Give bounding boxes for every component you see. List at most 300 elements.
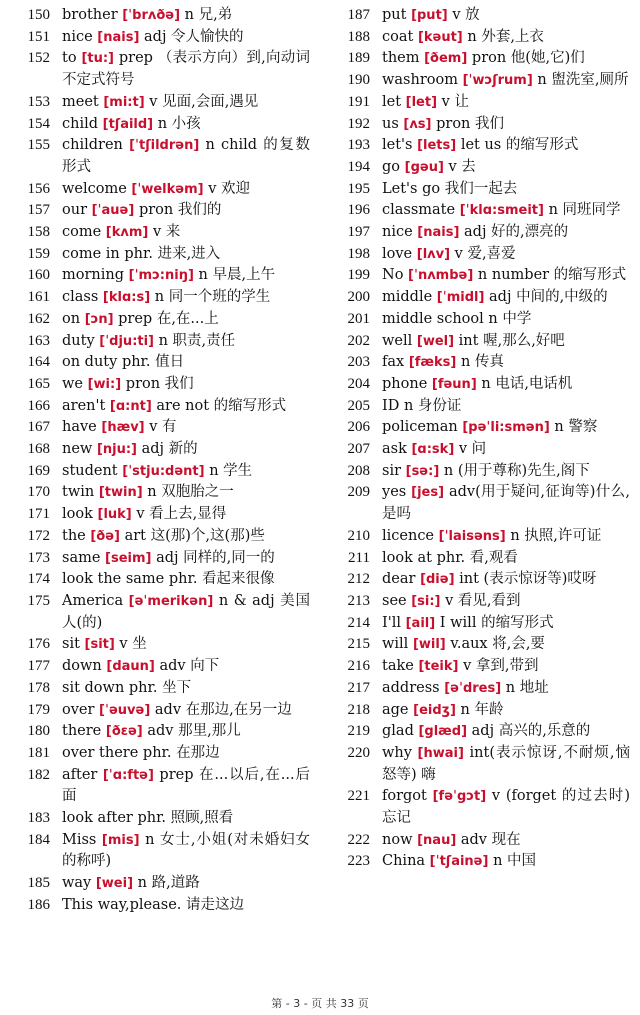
entry-number: 194 <box>347 158 370 175</box>
vocab-entry <box>0 265 320 287</box>
vocab-entry <box>0 634 320 656</box>
entry-definition: pron 我们 <box>125 375 194 392</box>
entry-text <box>62 244 320 266</box>
entry-word: after <box>62 766 98 783</box>
entry-definition: int (表示惊讶等)哎呀 <box>459 571 597 588</box>
entry-word: us <box>382 115 399 132</box>
vocab-entry <box>320 92 640 114</box>
entry-phonetic: [wil] <box>412 637 446 653</box>
entry-word: love <box>382 245 413 262</box>
entry-number: 215 <box>347 636 370 653</box>
entry-text <box>382 200 640 222</box>
vocab-entry <box>0 439 320 461</box>
entry-definition: prep 在...以后,在...后面 <box>62 766 310 805</box>
entry-definition: v (forget 的过去时)忘记 <box>382 788 631 827</box>
entry-text <box>62 591 320 634</box>
entry-number: 195 <box>347 180 370 197</box>
entry-word: brother <box>62 7 118 23</box>
entry-text <box>382 396 640 418</box>
entry-text <box>382 157 640 179</box>
entry-text <box>62 656 320 678</box>
entry-definition: prep （表示方向）到,向动词不定式符号 <box>62 50 311 89</box>
entry-word: child <box>62 115 99 132</box>
entry-phonetic: [wel] <box>416 333 455 349</box>
entry-number: 159 <box>27 245 50 262</box>
entry-word: let's <box>382 137 413 154</box>
entry-number: 213 <box>347 592 370 609</box>
entry-text <box>382 591 640 613</box>
vocab-entry <box>320 48 640 70</box>
vocab-entry <box>0 548 320 570</box>
entry-number: 172 <box>27 527 50 544</box>
entry-number: 210 <box>347 527 370 544</box>
entry-phonetic: [ˈlaisəns] <box>438 528 506 544</box>
entry-text <box>62 461 320 483</box>
entry-word: why <box>382 744 412 761</box>
vocab-entry <box>320 417 640 439</box>
entry-word: same <box>62 549 101 566</box>
entry-number: 193 <box>347 137 370 154</box>
vocab-entry <box>0 808 320 830</box>
entry-definition: adj 好的,漂亮的 <box>464 224 569 241</box>
entry-definition: n 同班同学 <box>548 202 621 219</box>
entry-text <box>62 634 320 656</box>
entry-word: come in <box>62 245 120 262</box>
entry-text <box>382 461 640 483</box>
entry-definition: n 小孩 <box>157 115 201 132</box>
entry-number: 166 <box>27 397 50 414</box>
entry-definition: adj 中间的,中级的 <box>489 289 608 306</box>
vocab-entry <box>320 678 640 700</box>
entry-phonetic: [mis] <box>101 832 140 848</box>
right-column <box>320 5 640 873</box>
entry-number: 201 <box>347 310 370 327</box>
entry-definition: phr. 坐下 <box>128 679 192 696</box>
entry-phonetic: [ˈnʌmbə] <box>408 268 474 284</box>
entry-definition: phr. 进来,进入 <box>124 245 221 262</box>
entry-number: 202 <box>347 332 370 349</box>
entry-definition: n 路,道路 <box>137 875 200 892</box>
entry-text <box>382 244 640 266</box>
entry-number: 216 <box>347 658 370 675</box>
entry-phonetic: [ˈklɑ:smeit] <box>459 203 544 219</box>
vocab-entry <box>320 634 640 656</box>
entry-definition: adv 在那边,在另一边 <box>154 701 292 718</box>
entry-text <box>62 179 320 201</box>
entry-definition: adj 新的 <box>141 441 198 458</box>
entry-number: 165 <box>27 375 50 392</box>
entry-text <box>382 48 640 70</box>
entry-text <box>382 374 640 396</box>
entry-number: 157 <box>27 202 50 219</box>
entry-text <box>62 808 320 830</box>
entry-word: morning <box>62 267 125 284</box>
entry-phonetic: [ˈɑ:ftə] <box>102 767 154 783</box>
entry-word: to <box>62 50 77 67</box>
entry-definition: n 执照,许可证 <box>510 527 602 544</box>
entry-number: 188 <box>347 28 370 45</box>
entry-word: Let's go <box>382 180 441 197</box>
entry-text <box>382 613 640 635</box>
entry-definition: v 欢迎 <box>208 180 250 197</box>
entry-number: 163 <box>27 332 50 349</box>
entry-definition: pron 我们 <box>436 115 505 132</box>
entry-word: No <box>382 267 404 284</box>
entry-text <box>382 656 640 678</box>
entry-word: duty <box>62 332 95 349</box>
vocab-entry <box>0 287 320 309</box>
entry-phonetic: [ail] <box>405 615 436 631</box>
entry-phonetic: [tu:] <box>81 51 114 67</box>
entry-definition: v 去 <box>448 158 476 175</box>
entry-text <box>382 700 640 722</box>
vocab-entry <box>320 114 640 136</box>
entry-word: This way,please. <box>62 896 182 913</box>
vocab-entry <box>0 591 320 634</box>
entry-phonetic: [hwai] <box>417 745 464 761</box>
entry-text <box>382 135 640 157</box>
vocab-entry <box>320 461 640 483</box>
entry-number: 183 <box>27 810 50 827</box>
entry-text <box>62 743 320 765</box>
vocab-entry <box>0 526 320 548</box>
entry-definition: n 中学 <box>488 310 532 327</box>
entry-text <box>62 569 320 591</box>
entry-number: 217 <box>347 679 370 696</box>
entry-text <box>382 5 640 27</box>
entry-text <box>382 721 640 743</box>
entry-definition: adv(用于疑问,征询等)什么,是吗 <box>382 484 631 523</box>
entry-phonetic: [si:] <box>411 593 441 609</box>
entry-phonetic: [kəut] <box>417 29 463 45</box>
entry-word: aren't <box>62 397 106 414</box>
entry-definition: n 外套,上衣 <box>467 28 544 45</box>
vocab-entry <box>320 743 640 786</box>
entry-text <box>382 352 640 374</box>
entry-definition: n 传真 <box>460 354 504 371</box>
entry-definition: n 双胞胎之一 <box>147 484 234 501</box>
entry-text <box>62 765 320 808</box>
vocab-entry <box>0 461 320 483</box>
entry-word: have <box>62 419 97 436</box>
vocab-entry <box>320 309 640 331</box>
entry-number: 156 <box>27 180 50 197</box>
entry-word: look after <box>62 810 133 827</box>
entry-text <box>382 526 640 548</box>
vocab-entry <box>320 548 640 570</box>
entry-number: 187 <box>347 7 370 23</box>
entry-number: 184 <box>27 831 50 848</box>
entry-text <box>62 678 320 700</box>
entry-definition: let us 的缩写形式 <box>460 137 579 154</box>
entry-definition: adj 同样的,同一的 <box>156 549 275 566</box>
entry-number: 175 <box>27 592 50 609</box>
entry-definition: v 放 <box>452 7 480 23</box>
entry-number: 173 <box>27 549 50 566</box>
entry-text <box>382 786 640 829</box>
entry-phonetic: [ˈwɔʃrum] <box>462 73 533 89</box>
entry-word: ID <box>382 397 400 414</box>
entry-number: 206 <box>347 419 370 436</box>
entry-word: licence <box>382 527 435 544</box>
entry-text <box>382 851 640 873</box>
entry-definition: phr. 看起来很像 <box>168 571 275 588</box>
entry-text <box>62 700 320 722</box>
entry-word: new <box>62 441 93 458</box>
entry-phonetic: [ɑ:nt] <box>109 398 152 414</box>
entry-number: 152 <box>27 50 50 67</box>
entry-number: 155 <box>27 137 50 154</box>
entry-definition: n 电话,电话机 <box>481 375 573 392</box>
entry-text <box>62 287 320 309</box>
entry-definition: n child 的复数形式 <box>62 137 311 175</box>
entry-definition: v 让 <box>441 93 469 110</box>
entry-phonetic: [ðem] <box>424 51 468 67</box>
entry-definition: v 爱,喜爱 <box>454 245 516 262</box>
vocab-entry <box>320 396 640 418</box>
vocab-entry <box>0 482 320 504</box>
entry-word: on <box>62 310 81 327</box>
entry-definition: n 早晨,上午 <box>198 267 276 284</box>
entry-word: middle <box>382 289 433 306</box>
entry-number: 161 <box>27 289 50 306</box>
entry-word: age <box>382 701 409 718</box>
vocab-entry <box>0 873 320 895</box>
entry-number: 191 <box>347 93 370 110</box>
entry-phonetic: [mi:t] <box>103 94 145 110</box>
entry-number: 176 <box>27 636 50 653</box>
page-footer: 第 - 3 - 页 共 33 页 <box>271 997 369 1010</box>
entry-number: 205 <box>347 397 370 414</box>
vocab-entry <box>0 765 320 808</box>
entry-text <box>62 265 320 287</box>
entry-word: them <box>382 50 420 67</box>
entry-definition: n 盥洗室,厕所 <box>537 72 629 89</box>
entry-text <box>382 634 640 656</box>
entry-text <box>62 92 320 114</box>
vocab-entry <box>320 851 640 873</box>
entry-definition: phr. 看,观看 <box>436 549 518 566</box>
vocab-entry <box>0 27 320 49</box>
vocab-entry <box>0 417 320 439</box>
entry-word: phone <box>382 375 428 392</box>
entry-text <box>382 678 640 700</box>
vocab-entry <box>0 656 320 678</box>
entry-phonetic: [wei] <box>95 876 134 892</box>
entry-number: 158 <box>27 224 50 241</box>
entry-word: look at <box>382 549 432 566</box>
entry-word: the <box>62 527 86 544</box>
entry-text <box>62 27 320 49</box>
entry-phonetic: [ʌs] <box>403 116 432 132</box>
entry-definition: n 女士,小姐(对未婚妇女的称呼) <box>62 831 311 870</box>
entry-word: address <box>382 679 440 696</box>
entry-word: look <box>62 506 93 523</box>
entry-phonetic: [ˈəuvə] <box>99 702 151 718</box>
entry-number: 179 <box>27 701 50 718</box>
entry-word: sit <box>62 636 80 653</box>
entry-definition: adj 令人愉快的 <box>144 28 244 45</box>
entry-word: student <box>62 462 118 479</box>
vocab-entry <box>0 678 320 700</box>
entry-phonetic: [kʌm] <box>105 225 149 241</box>
entry-number: 212 <box>347 571 370 588</box>
entry-word: take <box>382 658 414 675</box>
entry-text <box>382 179 640 201</box>
entry-number: 186 <box>27 896 50 913</box>
vocab-entry <box>320 5 640 27</box>
entry-text <box>62 895 320 917</box>
vocab-entry <box>0 700 320 722</box>
vocab-entry <box>0 331 320 353</box>
entry-text <box>382 92 640 114</box>
entry-definition: are not 的缩写形式 <box>156 397 287 414</box>
vocab-entry <box>0 179 320 201</box>
entry-word: way <box>62 875 92 892</box>
entry-number: 218 <box>347 701 370 718</box>
entry-number: 203 <box>347 354 370 371</box>
entry-word: sir <box>382 462 402 479</box>
entry-text <box>382 114 640 136</box>
vocab-entry <box>0 743 320 765</box>
entry-text <box>62 504 320 526</box>
vocab-entry <box>320 700 640 722</box>
entry-number: 190 <box>347 72 370 89</box>
vocab-entry <box>0 92 320 114</box>
entry-text <box>62 114 320 136</box>
entry-definition: v 来 <box>152 224 181 241</box>
entry-number: 168 <box>27 441 50 458</box>
entry-text <box>62 873 320 895</box>
entry-phonetic: [lets] <box>417 138 457 154</box>
entry-word: children <box>62 137 123 154</box>
entry-number: 223 <box>347 853 370 870</box>
entry-number: 182 <box>27 766 50 783</box>
entry-number: 222 <box>347 831 370 848</box>
entry-definition: adv 向下 <box>159 658 220 675</box>
entry-phonetic: [pəˈli:smən] <box>462 420 550 436</box>
entry-phonetic: [nau] <box>417 832 457 848</box>
entry-number: 185 <box>27 875 50 892</box>
entry-text <box>382 830 640 852</box>
entry-phonetic: [ɑ:sk] <box>411 442 455 458</box>
entry-word: will <box>382 636 409 653</box>
entry-phonetic: [jes] <box>411 485 445 501</box>
entry-definition: n 地址 <box>505 679 549 696</box>
entry-definition: v 看见,看到 <box>445 592 521 609</box>
entry-word: fax <box>382 354 405 371</box>
entry-number: 164 <box>27 354 50 371</box>
entry-number: 177 <box>27 658 50 675</box>
vocab-entry <box>0 396 320 418</box>
vocab-entry <box>320 613 640 635</box>
entry-phonetic: [lʌv] <box>416 246 451 262</box>
entry-word: China <box>382 853 426 870</box>
entry-text <box>382 265 640 287</box>
vocab-entry <box>320 352 640 374</box>
entry-word: down <box>62 658 102 675</box>
entry-text <box>382 569 640 591</box>
entry-phonetic: [ˈmɔ:niŋ] <box>128 268 194 284</box>
entry-phonetic: [fæks] <box>408 355 457 371</box>
entry-definition: prep 在,在...上 <box>118 310 219 327</box>
entry-definition: pron 他(她,它)们 <box>471 50 585 67</box>
entry-definition: adj 高兴的,乐意的 <box>471 723 591 740</box>
entry-number: 170 <box>27 484 50 501</box>
entry-text <box>382 27 640 49</box>
entry-definition: n 同一个班的学生 <box>154 289 271 306</box>
vocab-entry <box>320 331 640 353</box>
vocab-entry <box>0 114 320 136</box>
entry-word: over <box>62 701 95 718</box>
entry-definition: v.aux 将,会,要 <box>450 636 545 653</box>
vocab-entry <box>320 157 640 179</box>
vocab-entry <box>0 504 320 526</box>
entry-number: 153 <box>27 93 50 110</box>
entry-phonetic: [hæv] <box>101 420 145 436</box>
entry-word: over there <box>62 744 139 761</box>
entry-definition: v 问 <box>458 441 487 458</box>
entry-word: nice <box>62 28 93 45</box>
vocab-entry <box>0 244 320 266</box>
entry-definition: n & adj 美国人(的) <box>62 592 311 631</box>
entry-phonetic: [nais] <box>97 29 140 45</box>
entry-word: middle school <box>382 310 484 327</box>
entry-word: look the same <box>62 571 165 588</box>
entry-phonetic: [ˈwelkəm] <box>131 181 204 197</box>
entry-word: Miss <box>62 831 97 848</box>
entry-phonetic: [seim] <box>105 550 152 566</box>
entry-phonetic: [sit] <box>84 637 115 653</box>
entry-number: 209 <box>347 484 370 501</box>
vocab-entry <box>320 70 640 92</box>
entry-definition: v 看上去,显得 <box>136 506 227 523</box>
vocab-entry <box>320 569 640 591</box>
entry-text <box>382 331 640 353</box>
entry-text <box>62 374 320 396</box>
entry-text <box>382 548 640 570</box>
entry-number: 221 <box>347 788 370 805</box>
entry-phonetic: [daun] <box>106 659 155 675</box>
entry-phonetic: [əˈdres] <box>444 680 502 696</box>
entry-text <box>382 743 640 786</box>
entry-word: ask <box>382 441 407 458</box>
vocab-entry <box>320 222 640 244</box>
entry-text <box>382 439 640 461</box>
entry-definition: 请走这边 <box>186 896 245 913</box>
entry-word: twin <box>62 484 95 501</box>
vocab-entry <box>0 200 320 222</box>
entry-phonetic: [let] <box>405 94 438 110</box>
entry-phonetic: [twin] <box>98 485 143 501</box>
entry-text <box>62 200 320 222</box>
entry-number: 208 <box>347 462 370 479</box>
entry-phonetic: [əˈmerikən] <box>128 593 214 609</box>
vocab-entry <box>320 287 640 309</box>
entry-number: 192 <box>347 115 370 132</box>
entry-number: 180 <box>27 723 50 740</box>
entry-word: yes <box>382 484 407 501</box>
entry-definition: int 喔,那么,好吧 <box>458 332 565 349</box>
entry-text <box>382 287 640 309</box>
entry-word: on duty <box>62 354 118 371</box>
entry-word: there <box>62 723 102 740</box>
entry-number: 154 <box>27 115 50 132</box>
entry-text <box>62 482 320 504</box>
vocab-entry <box>320 439 640 461</box>
entry-word: welcome <box>62 180 127 197</box>
entry-word: policeman <box>382 419 458 436</box>
